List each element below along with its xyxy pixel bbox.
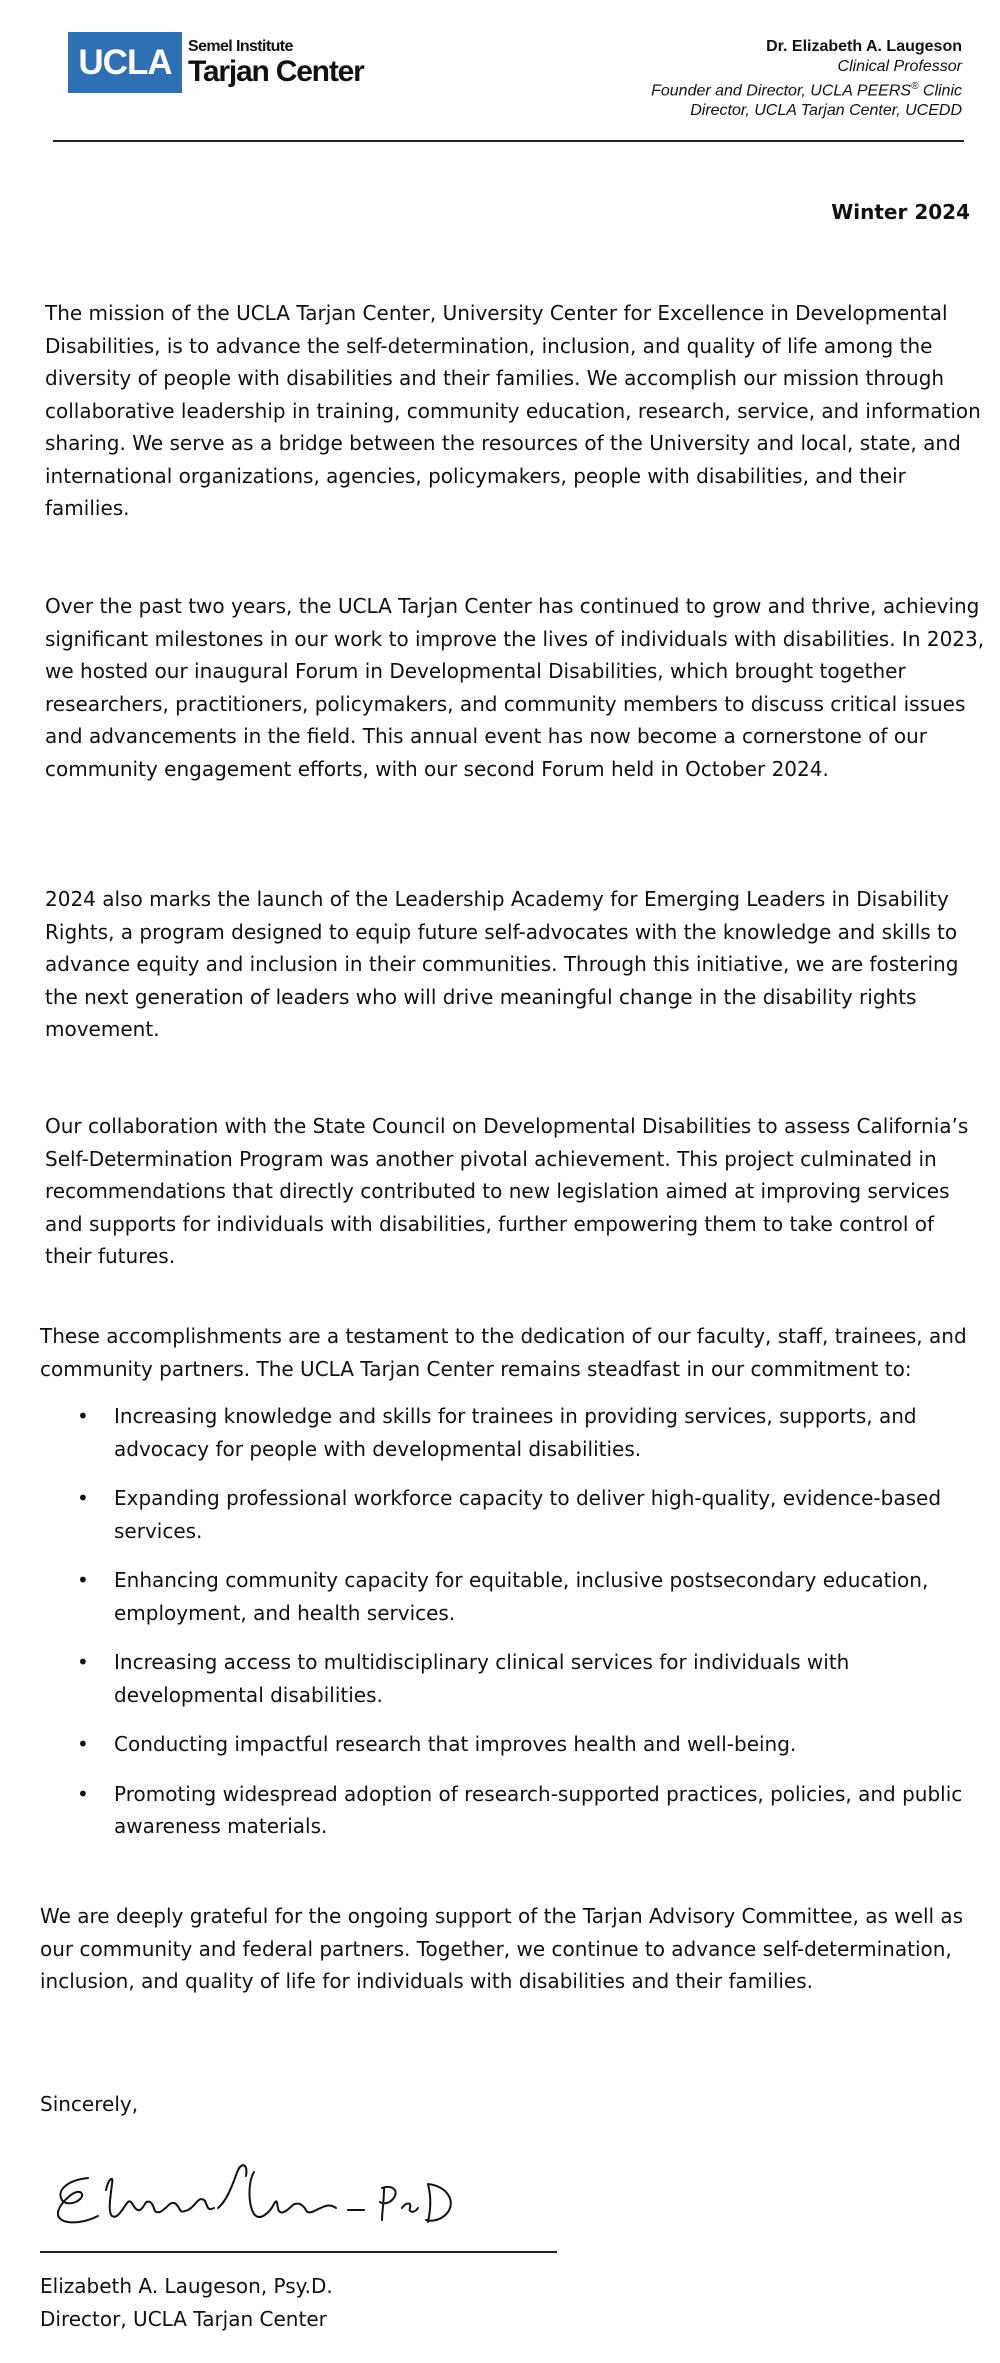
bullet-dot: • — [77, 1781, 89, 1806]
header-divider — [53, 140, 964, 142]
paragraph-mission: The mission of the UCLA Tarjan Center, University Center for Excellence in Developmental Disabilities, is to advance the self-determination, inclusion, and quality of life among the diversity of people with disabilities and their families. We accomplish our mission through collaborative leadership in training, community education, research, service, and information sharing. We serve as a bridge between the resources of the University and local, state, and international organizations, agencies, policymakers, people with disabilities, and their families. — [45, 301, 981, 520]
contact-title-3: Director, UCLA Tarjan Center, UCEDD — [690, 102, 962, 120]
contact-title-1: Clinical Professor — [837, 58, 962, 75]
list-item: • Increasing knowledge and skills for trainees in providing services, supports, and advocacy for people with developmental disabilities. — [40, 1400, 980, 1465]
signature-line — [40, 2251, 557, 2253]
handwritten-signature — [48, 2150, 468, 2240]
bullet-dot: • — [77, 1486, 89, 1510]
paragraph-growth: Over the past two years, the UCLA Tarjan Center has continued to grow and thrive, achieving significant milestones in our work to improve the lives of individuals with disabilities. In 2023, we hosted our inaugural Forum in Developmental Disabilities, which brought together researchers, practitioners, policymakers, and community members to discuss critical issues and advancements in the field. This annual event has now become a cornerstone of our community engagement efforts, with our second Forum held in October 2024. — [45, 594, 985, 781]
ucla-logo-mark: UCLA — [68, 32, 182, 93]
logo-subtitle: Semel Institute — [188, 37, 293, 55]
contact-name: Dr. Elizabeth A. Laugeson — [766, 38, 962, 55]
signer-name: Elizabeth A. Laugeson, Psy.D. — [40, 2274, 333, 2298]
bullet-dot: • — [77, 1404, 89, 1428]
list-item: • Promoting widespread adoption of research-supported practices, policies, and public awareness materials. — [40, 1778, 980, 1843]
signer-block — [40, 2270, 333, 2336]
paragraph-accomplishments: These accomplishments are a testament to the dedication of our faculty, staff, trainees, and community partners. The UCLA Tarjan Center remains steadfast in our commitment to: — [40, 1324, 967, 1381]
contact-title-2: Founder and Director, UCLA PEERS® Clinic — [651, 81, 962, 100]
logo-title: Tarjan Center — [188, 54, 364, 88]
list-item: • Enhancing community capacity for equitable, inclusive postsecondary education, employment, and health services. — [40, 1564, 980, 1629]
ucla-tarjan-logo — [68, 32, 364, 93]
paragraph-collaboration: Our collaboration with the State Council on Developmental Disabilities to assess California’s Self-Determination Program was another pivotal achievement. This project culminated in recommendations that directly contributed to new legislation aimed at improving services and supports for individuals with disabilities, further empowering them to take control of their futures. — [45, 1114, 969, 1268]
list-item: • Expanding professional workforce capacity to deliver high-quality, evidence-based services. — [40, 1482, 980, 1547]
commitments-list — [40, 1400, 980, 1860]
logo-wordmark — [188, 39, 364, 87]
closing-salutation: Sincerely, — [40, 2092, 139, 2116]
list-item: • Increasing access to multidisciplinary clinical services for individuals with developmental disabilities. — [40, 1646, 980, 1711]
paragraph-leadership-academy: 2024 also marks the launch of the Leadership Academy for Emerging Leaders in Disability Rights, a program designed to equip future self-advocates with the knowledge and skills to advance equity and inclusion in their communities. Through this initiative, we are fostering the next generation of leaders who will drive meaningful change in the disability rights movement. — [45, 887, 959, 1041]
letterhead-contact — [651, 37, 962, 121]
signer-title: Director, UCLA Tarjan Center — [40, 2307, 327, 2331]
bullet-dot: • — [77, 1650, 89, 1674]
list-item: • Conducting impactful research that improves health and well-being. — [40, 1728, 980, 1761]
paragraph-gratitude: We are deeply grateful for the ongoing support of the Tarjan Advisory Committee, as well as our community and federal partners. Together, we continue to advance self-determination, inclusion, and quality of life for individuals with disabilities and their families. — [40, 1904, 964, 1993]
letter-date: Winter 2024 — [831, 200, 970, 224]
bullet-dot: • — [77, 1732, 89, 1756]
bullet-dot: • — [77, 1568, 89, 1592]
